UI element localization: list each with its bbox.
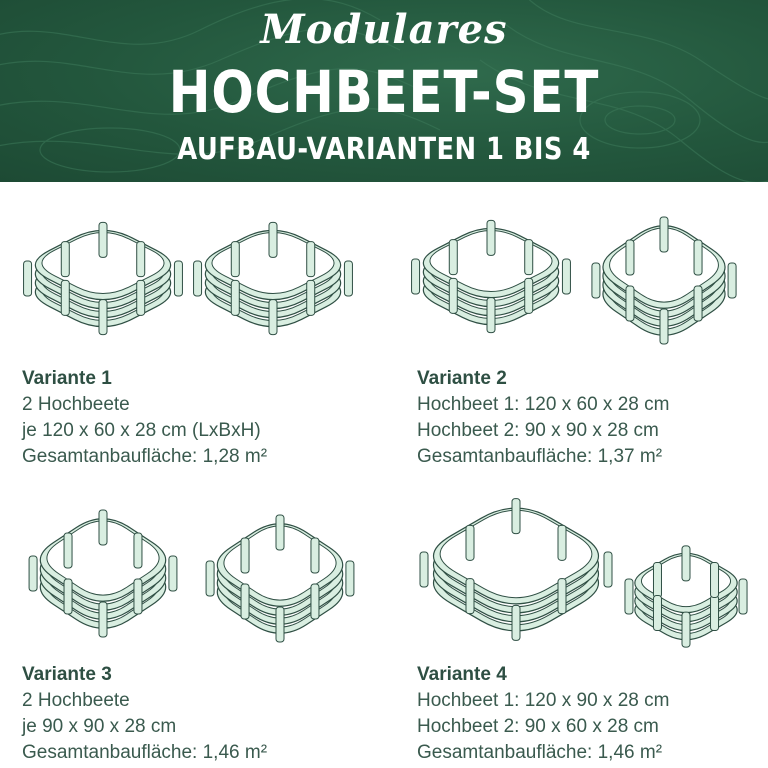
bed-joint bbox=[420, 552, 428, 587]
bed-joint bbox=[134, 579, 142, 614]
variant-4-text bbox=[417, 662, 669, 766]
main-title: HOCHBEET-SET bbox=[168, 58, 600, 126]
variant-2-text bbox=[417, 366, 669, 470]
bed-joint bbox=[653, 596, 661, 631]
bed-joint bbox=[660, 217, 668, 252]
bed-joint bbox=[466, 579, 474, 614]
variant-line: Gesamtanbaufläche: 1,46 m² bbox=[22, 742, 268, 763]
variant-line: je 90 x 90 x 28 cm bbox=[22, 716, 177, 737]
variant-title: Variante 4 bbox=[417, 664, 507, 685]
bed-joint bbox=[134, 533, 142, 568]
bed-joint bbox=[311, 584, 319, 619]
variant-title: Variante 3 bbox=[22, 664, 112, 685]
bed-joint bbox=[206, 561, 214, 596]
bed-joint bbox=[660, 309, 668, 344]
bed-joint bbox=[61, 242, 69, 277]
variant-title: Variante 2 bbox=[417, 368, 507, 389]
variant-line: Gesamtanbaufläche: 1,46 m² bbox=[417, 742, 663, 763]
raised-bed-1 bbox=[29, 510, 177, 637]
bed-joint bbox=[137, 280, 145, 315]
variant-title: Variante 1 bbox=[22, 368, 112, 389]
bed-joint bbox=[269, 222, 277, 257]
raised-bed-2 bbox=[194, 222, 353, 334]
variant-1-illustration bbox=[18, 205, 368, 365]
bed-joint bbox=[626, 240, 634, 275]
bed-joint bbox=[61, 280, 69, 315]
bed-joint bbox=[174, 261, 182, 296]
bed-joint bbox=[604, 552, 612, 587]
variant-3-illustration bbox=[18, 505, 368, 660]
bed-joint bbox=[99, 300, 107, 335]
bed-joint bbox=[24, 261, 32, 296]
variant-2-illustration bbox=[406, 205, 756, 365]
bed-joint bbox=[64, 533, 72, 568]
bed-joint bbox=[625, 579, 633, 614]
bed-joint bbox=[739, 579, 747, 614]
bed-joint bbox=[653, 562, 661, 597]
bed-joint bbox=[682, 612, 690, 647]
bed-joint bbox=[682, 546, 690, 581]
bed-joint bbox=[311, 538, 319, 573]
variant-4-illustration bbox=[406, 488, 756, 660]
bed-joint bbox=[99, 510, 107, 545]
bed-joint bbox=[449, 240, 457, 275]
bed-joint bbox=[344, 261, 352, 296]
bed-joint bbox=[512, 499, 520, 534]
bed-joint bbox=[64, 579, 72, 614]
bed-joint bbox=[276, 607, 284, 642]
variant-line: Hochbeet 1: 120 x 60 x 28 cm bbox=[417, 394, 670, 415]
bed-joint bbox=[231, 280, 239, 315]
bed-joint bbox=[626, 286, 634, 321]
variant-line: Gesamtanbaufläche: 1,37 m² bbox=[417, 446, 663, 467]
bed-joint bbox=[241, 538, 249, 573]
bed-joint bbox=[269, 300, 277, 335]
header-banner bbox=[0, 0, 768, 182]
variant-line: je 120 x 60 x 28 cm (LxBxH) bbox=[22, 420, 261, 441]
variant-3-text bbox=[22, 662, 267, 766]
raised-bed-2 bbox=[206, 515, 354, 642]
bed-joint bbox=[711, 562, 719, 597]
bed-joint bbox=[487, 298, 495, 333]
bed-joint bbox=[558, 579, 566, 614]
bed-joint bbox=[241, 584, 249, 619]
variant-line: 2 Hochbeete bbox=[22, 394, 130, 415]
bed-joint bbox=[512, 605, 520, 640]
bed-joint bbox=[307, 242, 315, 277]
raised-bed-2 bbox=[592, 217, 736, 344]
bed-joint bbox=[694, 286, 702, 321]
variant-line: Hochbeet 1: 120 x 90 x 28 cm bbox=[417, 690, 670, 711]
bed-joint bbox=[169, 556, 177, 591]
bed-joint bbox=[412, 259, 420, 294]
raised-bed-2 bbox=[625, 546, 747, 647]
raised-bed-1 bbox=[24, 222, 183, 334]
variant-line: 2 Hochbeete bbox=[22, 690, 130, 711]
variant-line: Hochbeet 2: 90 x 90 x 28 cm bbox=[417, 420, 659, 441]
bed-joint bbox=[346, 561, 354, 596]
bed-joint bbox=[525, 240, 533, 275]
bed-joint bbox=[29, 556, 37, 591]
bed-joint bbox=[592, 263, 600, 298]
bed-joint bbox=[99, 602, 107, 637]
bed-joint bbox=[694, 240, 702, 275]
bed-joint bbox=[562, 259, 570, 294]
subtitle: AUFBAU-VARIANTEN 1 BIS 4 bbox=[177, 132, 591, 167]
bed-joint bbox=[137, 242, 145, 277]
bed-joint bbox=[466, 525, 474, 560]
raised-bed-1 bbox=[420, 499, 612, 641]
bed-joint bbox=[276, 515, 284, 550]
bed-joint bbox=[711, 596, 719, 631]
variant-line: Gesamtanbaufläche: 1,28 m² bbox=[22, 446, 268, 467]
raised-bed-1 bbox=[412, 220, 571, 332]
bed-joint bbox=[99, 222, 107, 257]
bed-joint bbox=[449, 278, 457, 313]
bed-joint bbox=[525, 278, 533, 313]
bed-joint bbox=[728, 263, 736, 298]
script-title: Modulares bbox=[260, 6, 508, 53]
bed-joint bbox=[231, 242, 239, 277]
bed-joint bbox=[194, 261, 202, 296]
bed-joint bbox=[558, 525, 566, 560]
variant-1-text bbox=[22, 366, 267, 470]
bed-joint bbox=[487, 220, 495, 255]
bed-joint bbox=[307, 280, 315, 315]
variant-line: Hochbeet 2: 90 x 60 x 28 cm bbox=[417, 716, 659, 737]
